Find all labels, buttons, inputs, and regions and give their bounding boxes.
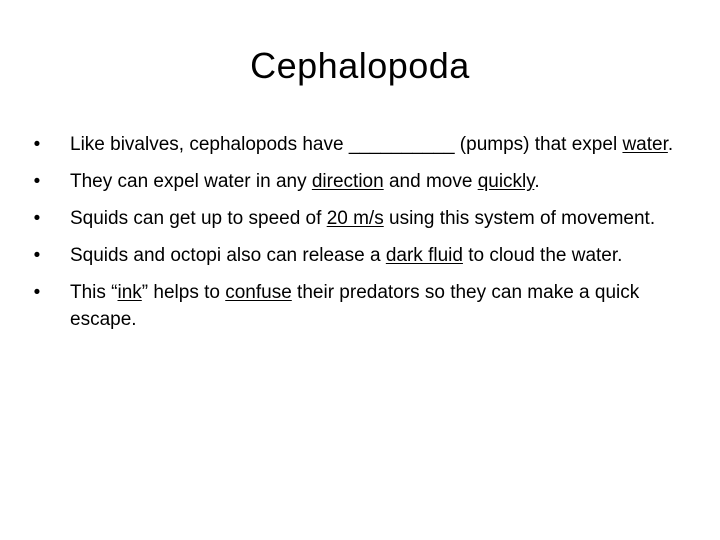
text-run: and move (383, 171, 478, 192)
bullet-item-2 (28, 168, 678, 195)
underlined-term: ink (117, 282, 142, 303)
text-run: their predators so they can make a quick escape. (70, 282, 640, 330)
underlined-term: confuse (225, 282, 292, 303)
text-run: __________ (348, 134, 455, 155)
slide-title: Cephalopoda (250, 45, 470, 86)
text-run: Squids can get up to speed of (70, 208, 327, 229)
bullet-text (70, 171, 540, 192)
bullet-marker: • (33, 245, 41, 266)
text-run: . (667, 134, 674, 155)
text-run: . (534, 171, 540, 192)
text-run: using this system of movement. (383, 208, 656, 229)
text-run: (pumps) that expel (454, 134, 623, 155)
text-run: Like bivalves, cephalopods have (70, 134, 349, 155)
text-run: This “ (70, 282, 118, 303)
bullet-item-1 (28, 131, 678, 158)
bullet-list (28, 131, 678, 343)
underlined-term: dark fluid (385, 245, 463, 266)
underlined-term: water (622, 134, 668, 155)
text-run: Squids and octopi also can release a (70, 245, 386, 266)
bullet-marker: • (33, 171, 41, 192)
bullet-item-5 (28, 279, 678, 333)
bullet-text (70, 245, 622, 266)
underlined-term: 20 m/s (326, 208, 384, 229)
bullet-item-3 (28, 205, 678, 232)
bullet-text (70, 208, 655, 229)
bullet-text (70, 134, 673, 155)
bullet-marker: • (33, 208, 41, 229)
underlined-term: direction (311, 171, 384, 192)
text-run: ” helps to (141, 282, 226, 303)
bullet-marker: • (33, 282, 41, 303)
bullet-marker: • (33, 134, 41, 155)
text-run: to cloud the water. (462, 245, 623, 266)
bullet-item-4 (28, 242, 678, 269)
underlined-term: quickly (477, 171, 535, 192)
text-run: They can expel water in any (70, 171, 312, 192)
bullet-text (70, 282, 639, 330)
